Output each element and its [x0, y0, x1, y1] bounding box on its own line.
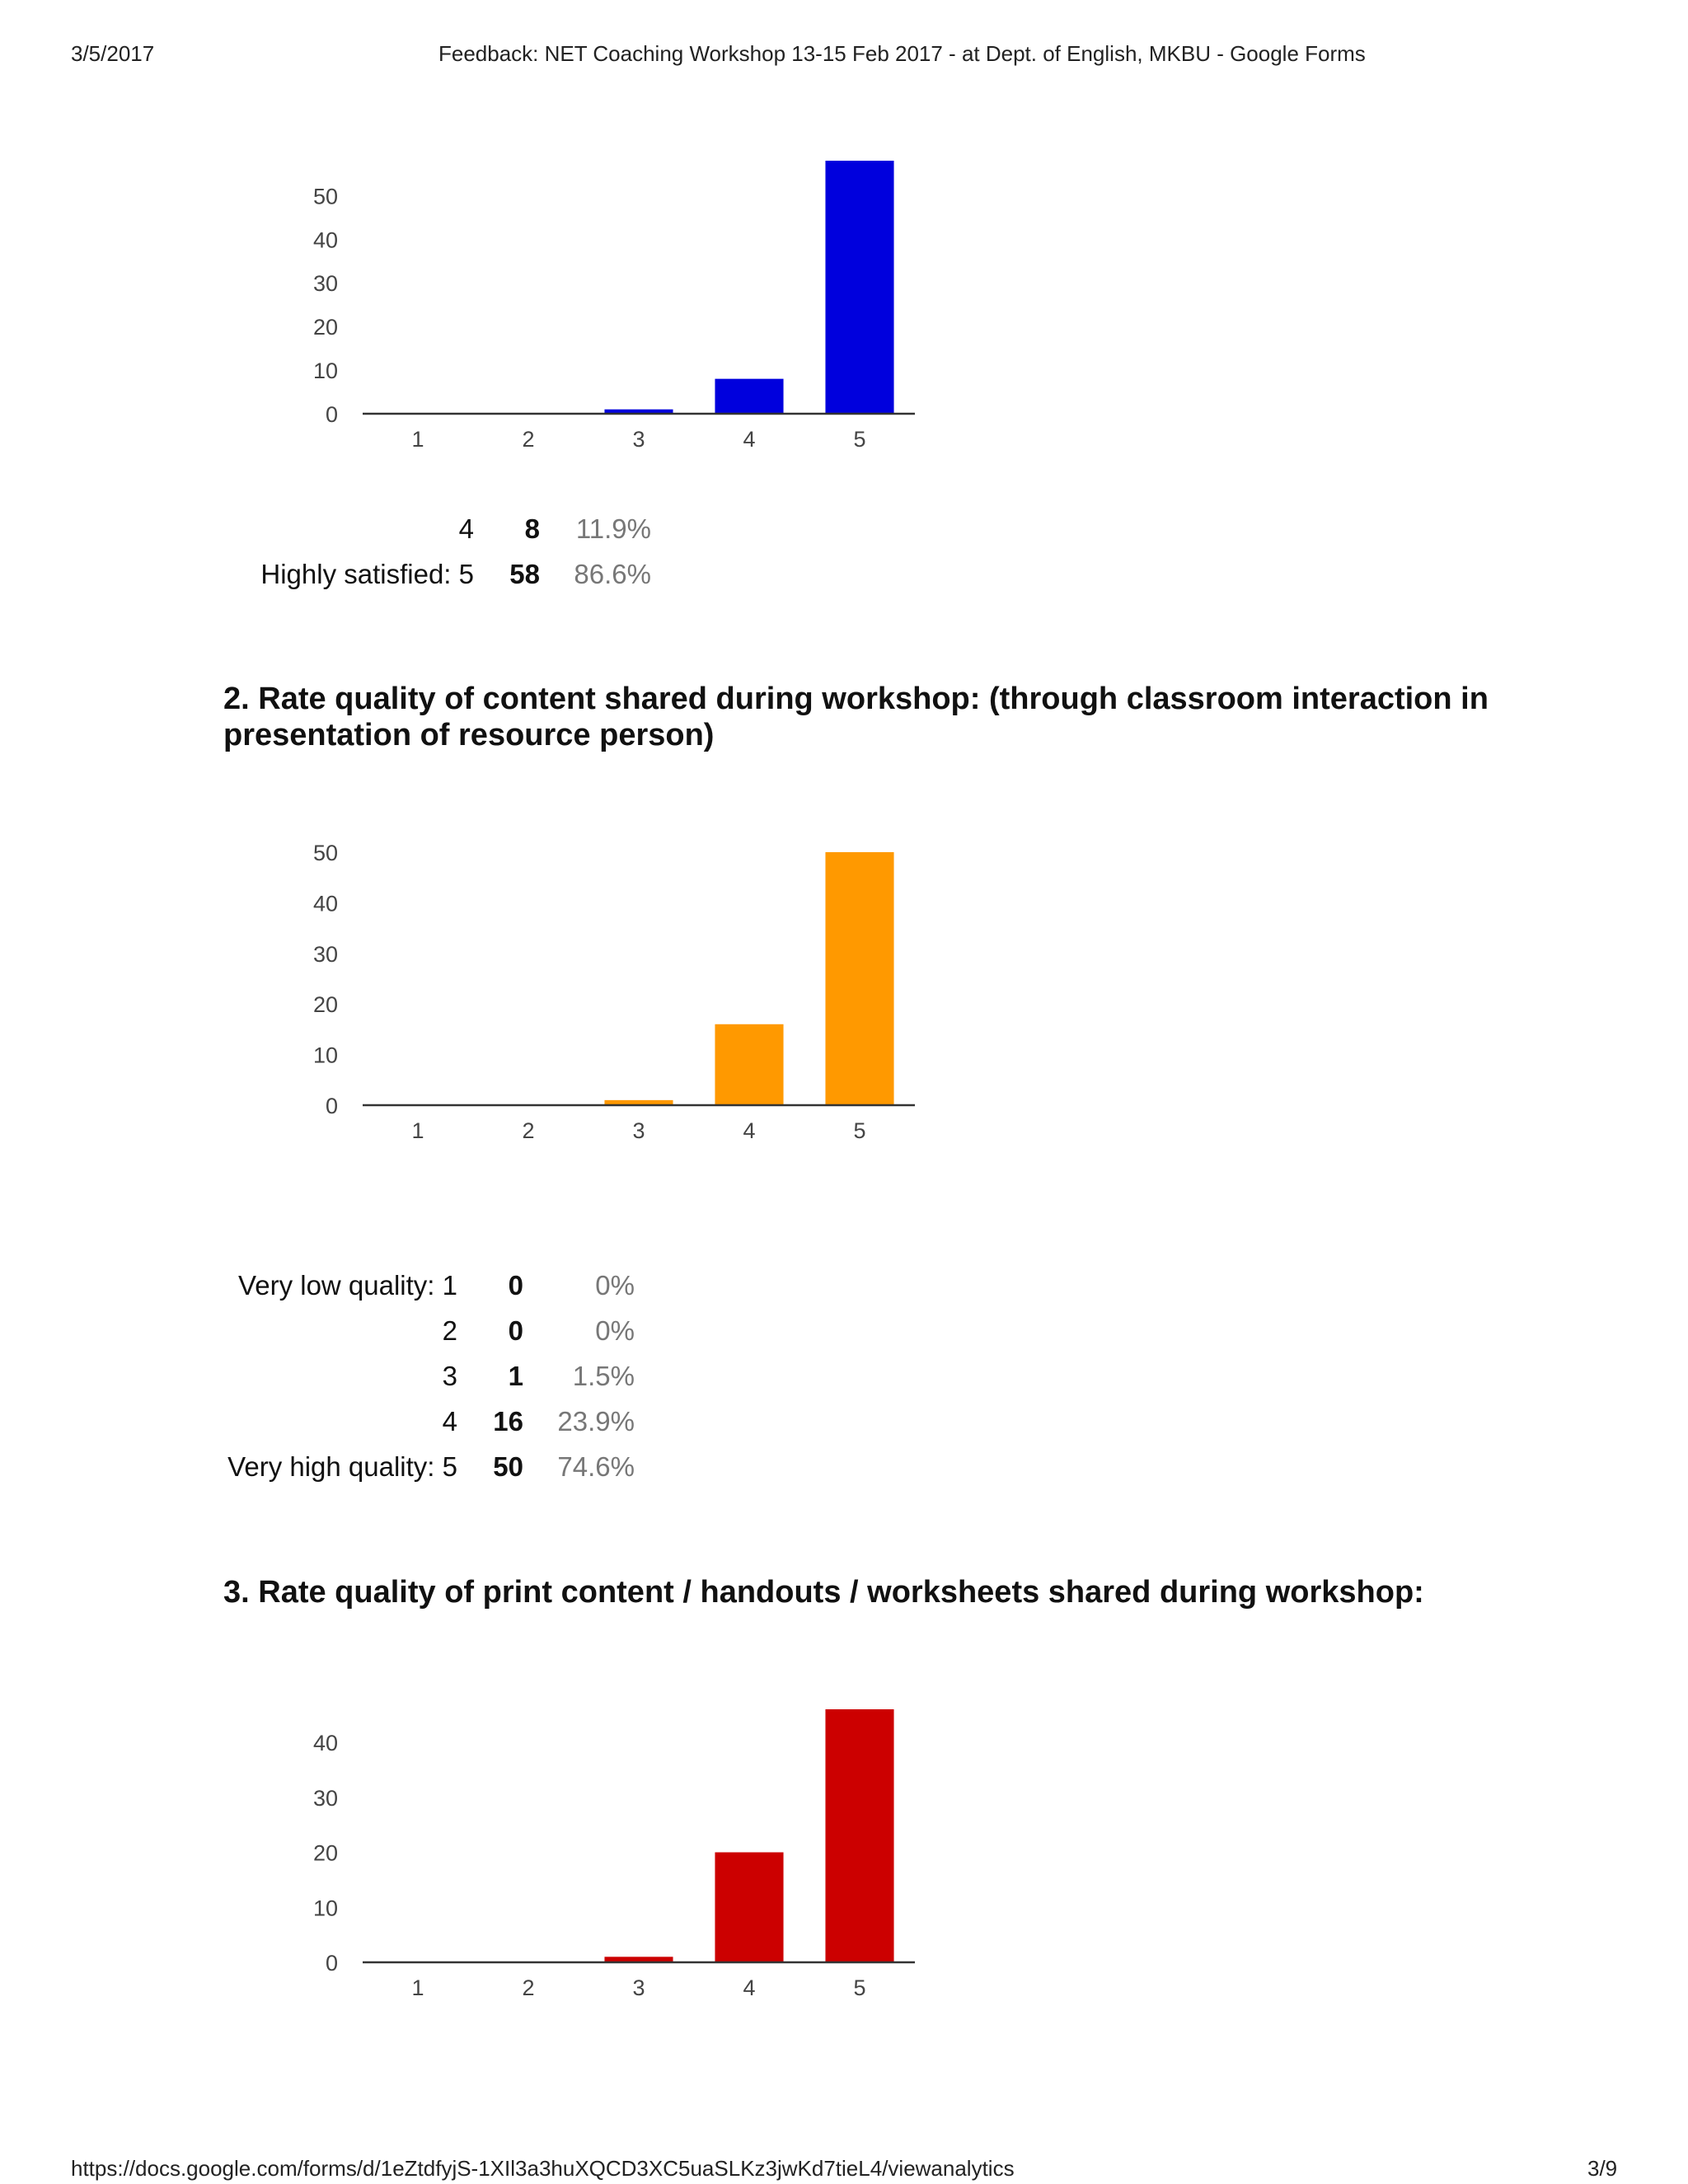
y-tick-label: 10: [312, 359, 338, 384]
x-tick-label: 1: [411, 1118, 424, 1143]
x-tick-label: 5: [853, 1118, 866, 1143]
q2-response-table: [223, 1263, 635, 1489]
y-tick-label: 50: [312, 841, 338, 865]
x-tick-label: 5: [853, 427, 866, 452]
bar: [715, 379, 783, 414]
table-row: [223, 1444, 635, 1489]
x-tick-label: 3: [632, 1975, 645, 2000]
row-percent: 74.6%: [557, 1451, 635, 1482]
y-tick-label: 40: [312, 891, 338, 916]
bar: [825, 161, 893, 414]
x-tick-label: 3: [632, 1118, 645, 1143]
y-tick-label: 40: [312, 1731, 338, 1756]
y-tick-label: 10: [312, 1896, 338, 1921]
row-label: Very high quality: 5: [227, 1451, 457, 1482]
row-percent: 0%: [595, 1315, 635, 1346]
y-tick-label: 40: [312, 227, 338, 253]
y-tick-label: 30: [312, 941, 338, 967]
row-percent: 1.5%: [572, 1360, 635, 1391]
x-tick-label: 2: [522, 1975, 535, 2000]
row-percent: 86.6%: [574, 558, 651, 589]
row-percent: 0%: [595, 1269, 635, 1301]
y-tick-label: 30: [312, 1785, 338, 1811]
y-tick-label: 0: [325, 1094, 338, 1118]
q1-response-table: [247, 506, 651, 597]
row-count: 16: [493, 1405, 523, 1436]
y-tick-label: 20: [312, 1840, 338, 1866]
row-label: Very low quality: 1: [238, 1269, 457, 1301]
y-tick-label: 20: [312, 992, 338, 1018]
row-count: 50: [493, 1451, 523, 1482]
q3-title: 3. Rate quality of print content / handouts / worksheets shared during workshop:: [223, 1575, 1424, 1610]
page-title: Feedback: NET Coaching Workshop 13-15 Feb 2017 - at Dept. of English, MKBU - Google Forms: [438, 41, 1366, 66]
x-tick-label: 4: [743, 427, 756, 452]
table-row: [223, 1399, 635, 1444]
x-tick-label: 2: [522, 427, 535, 452]
page-number: 3/9: [1587, 2156, 1618, 2181]
table-row: [223, 1263, 635, 1308]
y-tick-label: 30: [312, 271, 338, 297]
y-tick-label: 0: [325, 402, 338, 427]
table-row: [247, 551, 651, 597]
table-row: [223, 1353, 635, 1399]
row-count: 0: [508, 1269, 523, 1301]
row-count: 8: [524, 513, 540, 544]
x-tick-label: 5: [853, 1975, 866, 2000]
row-label: 2: [442, 1315, 457, 1346]
y-tick-label: 10: [312, 1043, 338, 1068]
table-row: [223, 1308, 635, 1353]
x-tick-label: 1: [411, 427, 424, 452]
page-url: https://docs.google.com/forms/d/1eZtdfyjS-1XIl3a3huXQCD3XC5uaSLKz3jwKd7tieL4/viewanalytics: [71, 2156, 1015, 2181]
row-percent: 11.9%: [575, 513, 651, 544]
y-tick-label: 0: [325, 1951, 338, 1975]
x-tick-label: 1: [411, 1975, 424, 2000]
row-percent: 23.9%: [557, 1405, 635, 1436]
x-tick-label: 4: [743, 1975, 756, 2000]
row-label: Highly satisfied: 5: [260, 558, 474, 589]
y-tick-label: 50: [312, 184, 338, 209]
row-label: 3: [442, 1360, 457, 1391]
row-count: 1: [508, 1360, 523, 1391]
row-label: 4: [458, 513, 474, 544]
table-row: [247, 506, 651, 551]
x-tick-label: 2: [522, 1118, 535, 1143]
row-count: 58: [509, 558, 540, 589]
row-count: 0: [508, 1315, 523, 1346]
x-tick-label: 4: [743, 1118, 756, 1143]
row-label: 4: [442, 1405, 457, 1436]
y-tick-label: 20: [312, 315, 338, 340]
print-date: 3/5/2017: [71, 41, 155, 66]
x-tick-label: 3: [632, 427, 645, 452]
q2-title: 2. Rate quality of content shared during workshop: (through classroom interaction in presentation of resource person): [223, 682, 1489, 752]
